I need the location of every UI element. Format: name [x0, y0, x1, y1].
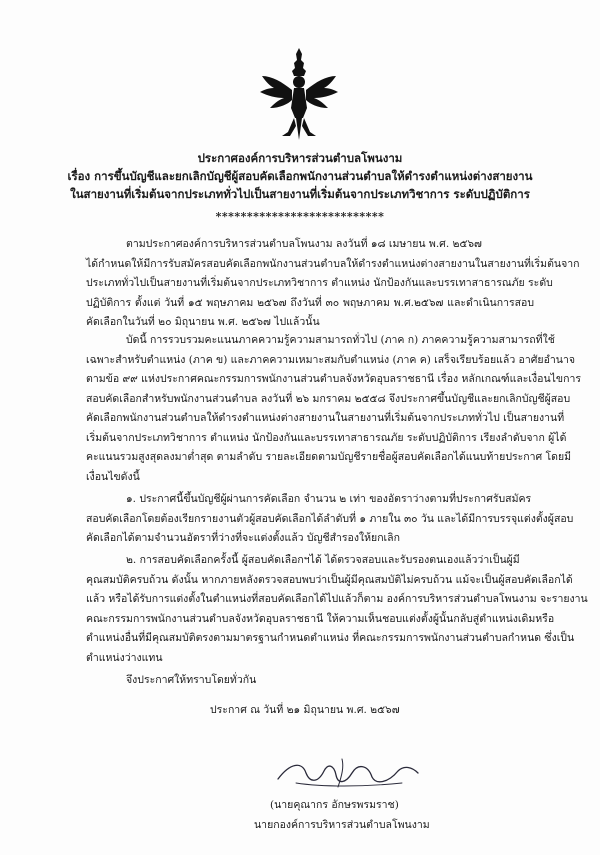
announcement-date: ประกาศ ณ วันที่ ๒๑ มิถุนายน พ.ศ. ๒๕๖๗	[210, 704, 400, 716]
text-line: คัดเลือกในวันที่ ๒๐ มิถุนายน พ.ศ. ๒๕๖๗ ไปแล้วนั้น	[86, 316, 320, 328]
paragraph-condition-1	[86, 490, 574, 549]
paragraph-intro	[86, 235, 580, 333]
text-line: ๒. การสอบคัดเลือกครั้งนี้ ผู้สอบคัดเลือกฯได้ ได้ตรวจสอบและรับรองตนเองแล้วว่าเป็นผู้มี	[126, 554, 520, 566]
handwritten-signature-icon	[272, 753, 422, 793]
subject-line: ในสายงานที่เริ่มต้นจากประเภททั่วไปเป็นสายงานที่เริ่มต้นจากประเภทวิชาการ ระดับปฏิบัติการ	[70, 187, 530, 201]
paragraph-condition-2	[86, 551, 588, 668]
text-line: ตามประกาศองค์การบริหารส่วนตำบลโพนงาม ลงวันที่ ๑๘ เมษายน พ.ศ. ๒๕๖๗	[126, 238, 482, 250]
text-line: ๑. ประกาศนี้ขึ้นบัญชีผู้ผ่านการคัดเลือก จำนวน ๒ เท่า ของอัตราว่างตามที่ประกาศรับสมัคร	[126, 493, 532, 505]
text-line: ได้กำหนดให้มีการรับสมัครสอบคัดเลือกพนักงานส่วนตำบลให้ดำรงตำแหน่งต่างสายงานในสายงานที่เริ่มต้นจาก	[86, 257, 580, 270]
separator-stars: ***************************	[215, 210, 385, 223]
text-line: เฉพาะสำหรับตำแหน่ง (ภาค ข) และภาคความเหมาะสมกับตำแหน่ง (ภาค ค) เสร็จเรียบร้อยแล้ว อาศัยอำนาจ	[86, 353, 575, 366]
text-line: บัดนี้ การรวบรวมคะแนนภาคความรู้ความสามารถทั่วไป (ภาค ก) ภาคความรู้ความสามารถที่ใช้	[126, 334, 555, 346]
text-line: ตามข้อ ๙๙ แห่งประกาศคณะกรรมการพนักงานส่วนตำบลจังหวัดอุบลราชธานี เรื่อง หลักเกณฑ์และเงื่อนไขการ	[86, 373, 581, 385]
text-line: คะแนนรวมสูงสุดลงมาต่ำสุด ตามลำดับ รายละเอียดตามบัญชีรายชื่อผู้สอบคัดเลือกได้แนบท้ายประกาศ โดยมี	[86, 451, 572, 463]
signatory-position: นายกองค์การบริหารส่วนตำบลโพนงาม	[254, 819, 430, 831]
text-line: ตำแหน่งว่างแทน	[86, 651, 163, 664]
paragraph-announcement	[86, 331, 581, 487]
text-line: คัดเลือกพนักงานส่วนตำบลให้ดำรงตำแหน่งต่างสายงานในสายงานที่เริ่มต้นจากประเภททั่วไป เป็นสายงานที่	[86, 412, 565, 424]
text-line: ตำแหน่งอื่นที่มีคุณสมบัติตรงตามมาตรฐานกำหนดตำแหน่ง ที่คณะกรรมการพนักงานส่วนตำบลกำหนด ซึ่งเป็น	[86, 632, 575, 644]
text-line: แล้ว หรือได้รับการแต่งตั้งในตำแหน่งที่สอบคัดเลือกได้ไปแล้วก็ตาม องค์การบริหารส่วนตำบลโพนงาม จะรายงาน	[86, 593, 588, 605]
text-line: ประเภททั่วไปเป็นสายงานที่เริ่มต้นจากประเภทวิชาการ ตำแหน่ง นักป้องกันและบรรเทาสาธารณภัย ระดับ	[86, 277, 553, 289]
text-line: เริ่มต้นจากประเภทวิชาการ ตำแหน่ง นักป้องกันและบรรเทาสาธารณภัย ระดับปฏิบัติการ เรียงลำดับจาก ผู้ได้	[86, 431, 567, 444]
text-line: เงื่อนไขดังนี้	[86, 470, 140, 483]
text-line: คัดเลือกได้ตามจำนวนอัตราที่ว่างที่จะแต่งตั้งแล้ว บัญชีสำรองให้ยกเลิก	[86, 532, 400, 544]
text-line: สอบคัดเลือกโดยต้องเรียกรายงานตัวผู้สอบคัดเลือกได้ลำดับที่ ๑ ภายใน ๓๐ วัน และได้มีการบรรจุแต่งตั้งผู้สอบ	[86, 512, 574, 525]
text-line: คุณสมบัติครบถ้วน ดังนั้น หากภายหลังตรวจสอบพบว่าเป็นผู้มีคุณสมบัติไม่ครบถ้วน แม้จะเป็นผู้สอบคัดเลือกได้	[86, 573, 573, 586]
text-line: ปฏิบัติการ ตั้งแต่ วันที่ ๑๕ พฤษภาคม ๒๕๖๗ ถึงวันที่ ๓๐ พฤษภาคม พ.ศ.๒๕๖๗ และดำเนินการสอบ	[86, 296, 534, 309]
closing-announce: จึงประกาศให้ทราบโดยทั่วกัน	[126, 674, 257, 686]
page-title: ประกาศองค์การบริหารส่วนตำบลโพนงาม	[197, 151, 403, 165]
subject-line: เรื่อง การขึ้นบัญชีและยกเลิกบัญชีผู้สอบคัดเลือกพนักงานส่วนตำบลให้ดำรงตำแหน่งต่างสายงาน	[67, 169, 533, 183]
text-line: สอบคัดเลือกสำหรับพนักงานส่วนตำบล ลงวันที่ ๒๖ มกราคม ๒๕๕๘ จึงประกาศขึ้นบัญชีและยกเลิกบัญชีผู้สอบ	[86, 392, 571, 405]
signatory-name: (นายคุณากร อักษรพรมราช)	[270, 799, 399, 811]
text-line: คณะกรรมการพนักงานส่วนตำบลจังหวัดอุบลราชธานี ให้ความเห็นชอบแต่งตั้งผู้นั้นกลับสู่ตำแหน่งเดิมหรือ	[86, 612, 555, 625]
garuda-emblem-icon	[258, 46, 340, 142]
